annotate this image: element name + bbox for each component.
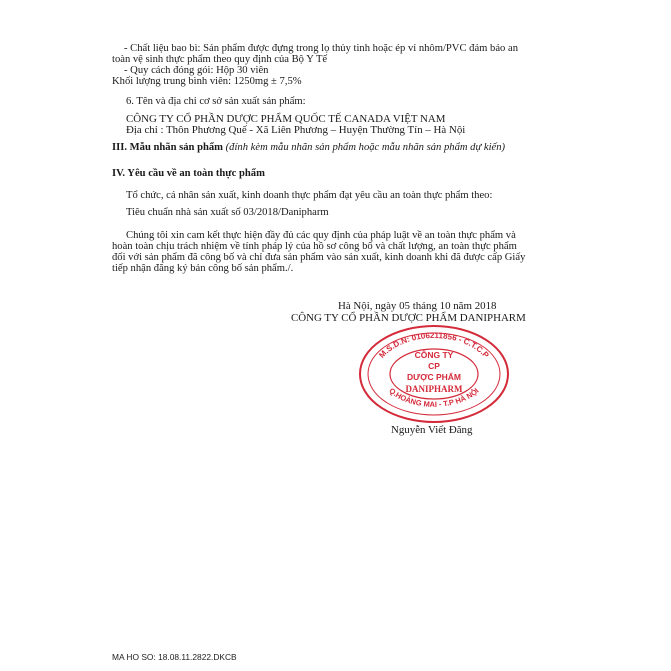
materials-line-2: toàn vệ sinh thực phẩm theo quy định của Bộ Y Tế [112, 54, 328, 65]
commitment-line-3: đối với sản phẩm đã công bố và chỉ đưa sản phẩm vào sản xuất, kinh doanh khi đã được cấp Giấy [112, 252, 526, 263]
label-section-title: III. Mẫu nhãn sản phẩm [112, 142, 223, 153]
commitment-line-1: Chúng tôi xin cam kết thực hiện đầy đủ các quy định của pháp luật về an toàn thực phẩm và [126, 230, 516, 241]
seal-line-1: CÔNG TY [414, 350, 454, 360]
safety-line-1: Tổ chức, cá nhân sản xuất, kinh doanh thực phẩm đạt yêu cầu an toàn thực phẩm theo: [126, 190, 493, 201]
company-seal-icon [354, 322, 514, 426]
seal-line-2: CP [428, 361, 440, 371]
signature-date: Hà Nội, ngày 05 tháng 10 năm 2018 [338, 300, 497, 312]
safety-standard: Tiêu chuẩn nhà sản xuất số 03/2018/Danipharm [126, 207, 329, 218]
seal-line-4: DANIPHARM [405, 384, 463, 394]
footer-code: MA HO SO: 18.08.11.2822.DKCB [112, 652, 237, 662]
manufacturer-address: Địa chỉ : Thôn Phương Quế - Xã Liên Phương – Huyện Thường Tín – Hà Nội [126, 124, 466, 136]
packaging-spec: - Quy cách đóng gói: Hộp 30 viên [124, 65, 269, 76]
seal-ring-top: M.S.D.N: 0106211856 - C.T.C.P [377, 330, 491, 360]
label-section-note: (đính kèm mẫu nhãn sản phẩm hoặc mẫu nhãn sản phẩm dự kiến) [225, 142, 506, 153]
label-section [112, 142, 505, 154]
manufacturer-company: CÔNG TY CỔ PHẦN DƯỢC PHẨM QUỐC TẾ CANADA VIỆT NAM [126, 113, 446, 125]
weight-spec: Khối lượng trung bình viên: 1250mg ± 7,5% [112, 76, 302, 87]
manufacturer-heading: 6. Tên và địa chỉ cơ sở sản xuất sản phẩm: [126, 96, 306, 107]
company-seal [354, 322, 514, 426]
commitment-line-2: hoàn toàn chịu trách nhiệm về tính pháp lý của hồ sơ công bố và chất lượng, an toàn thực phẩm [112, 241, 517, 252]
seal-line-3: DƯỢC PHẨM [407, 372, 461, 382]
signature-company: CÔNG TY CỔ PHẦN DƯỢC PHẨM DANIPHARM [291, 312, 526, 324]
materials-line-1: - Chất liệu bao bì: Sản phẩm được đựng trong lọ thủy tinh hoặc ép vỉ nhôm/PVC đảm bảo an [124, 43, 518, 54]
seal-ring-bottom: Q.HOÀNG MAI - T.P HÀ NỘI [387, 386, 481, 409]
signer-name: Nguyễn Viết Đăng [391, 424, 473, 436]
safety-section-title: IV. Yêu cầu về an toàn thực phẩm [112, 168, 265, 179]
commitment-line-4: tiếp nhận đăng ký bản công bố sản phẩm./. [112, 263, 294, 274]
